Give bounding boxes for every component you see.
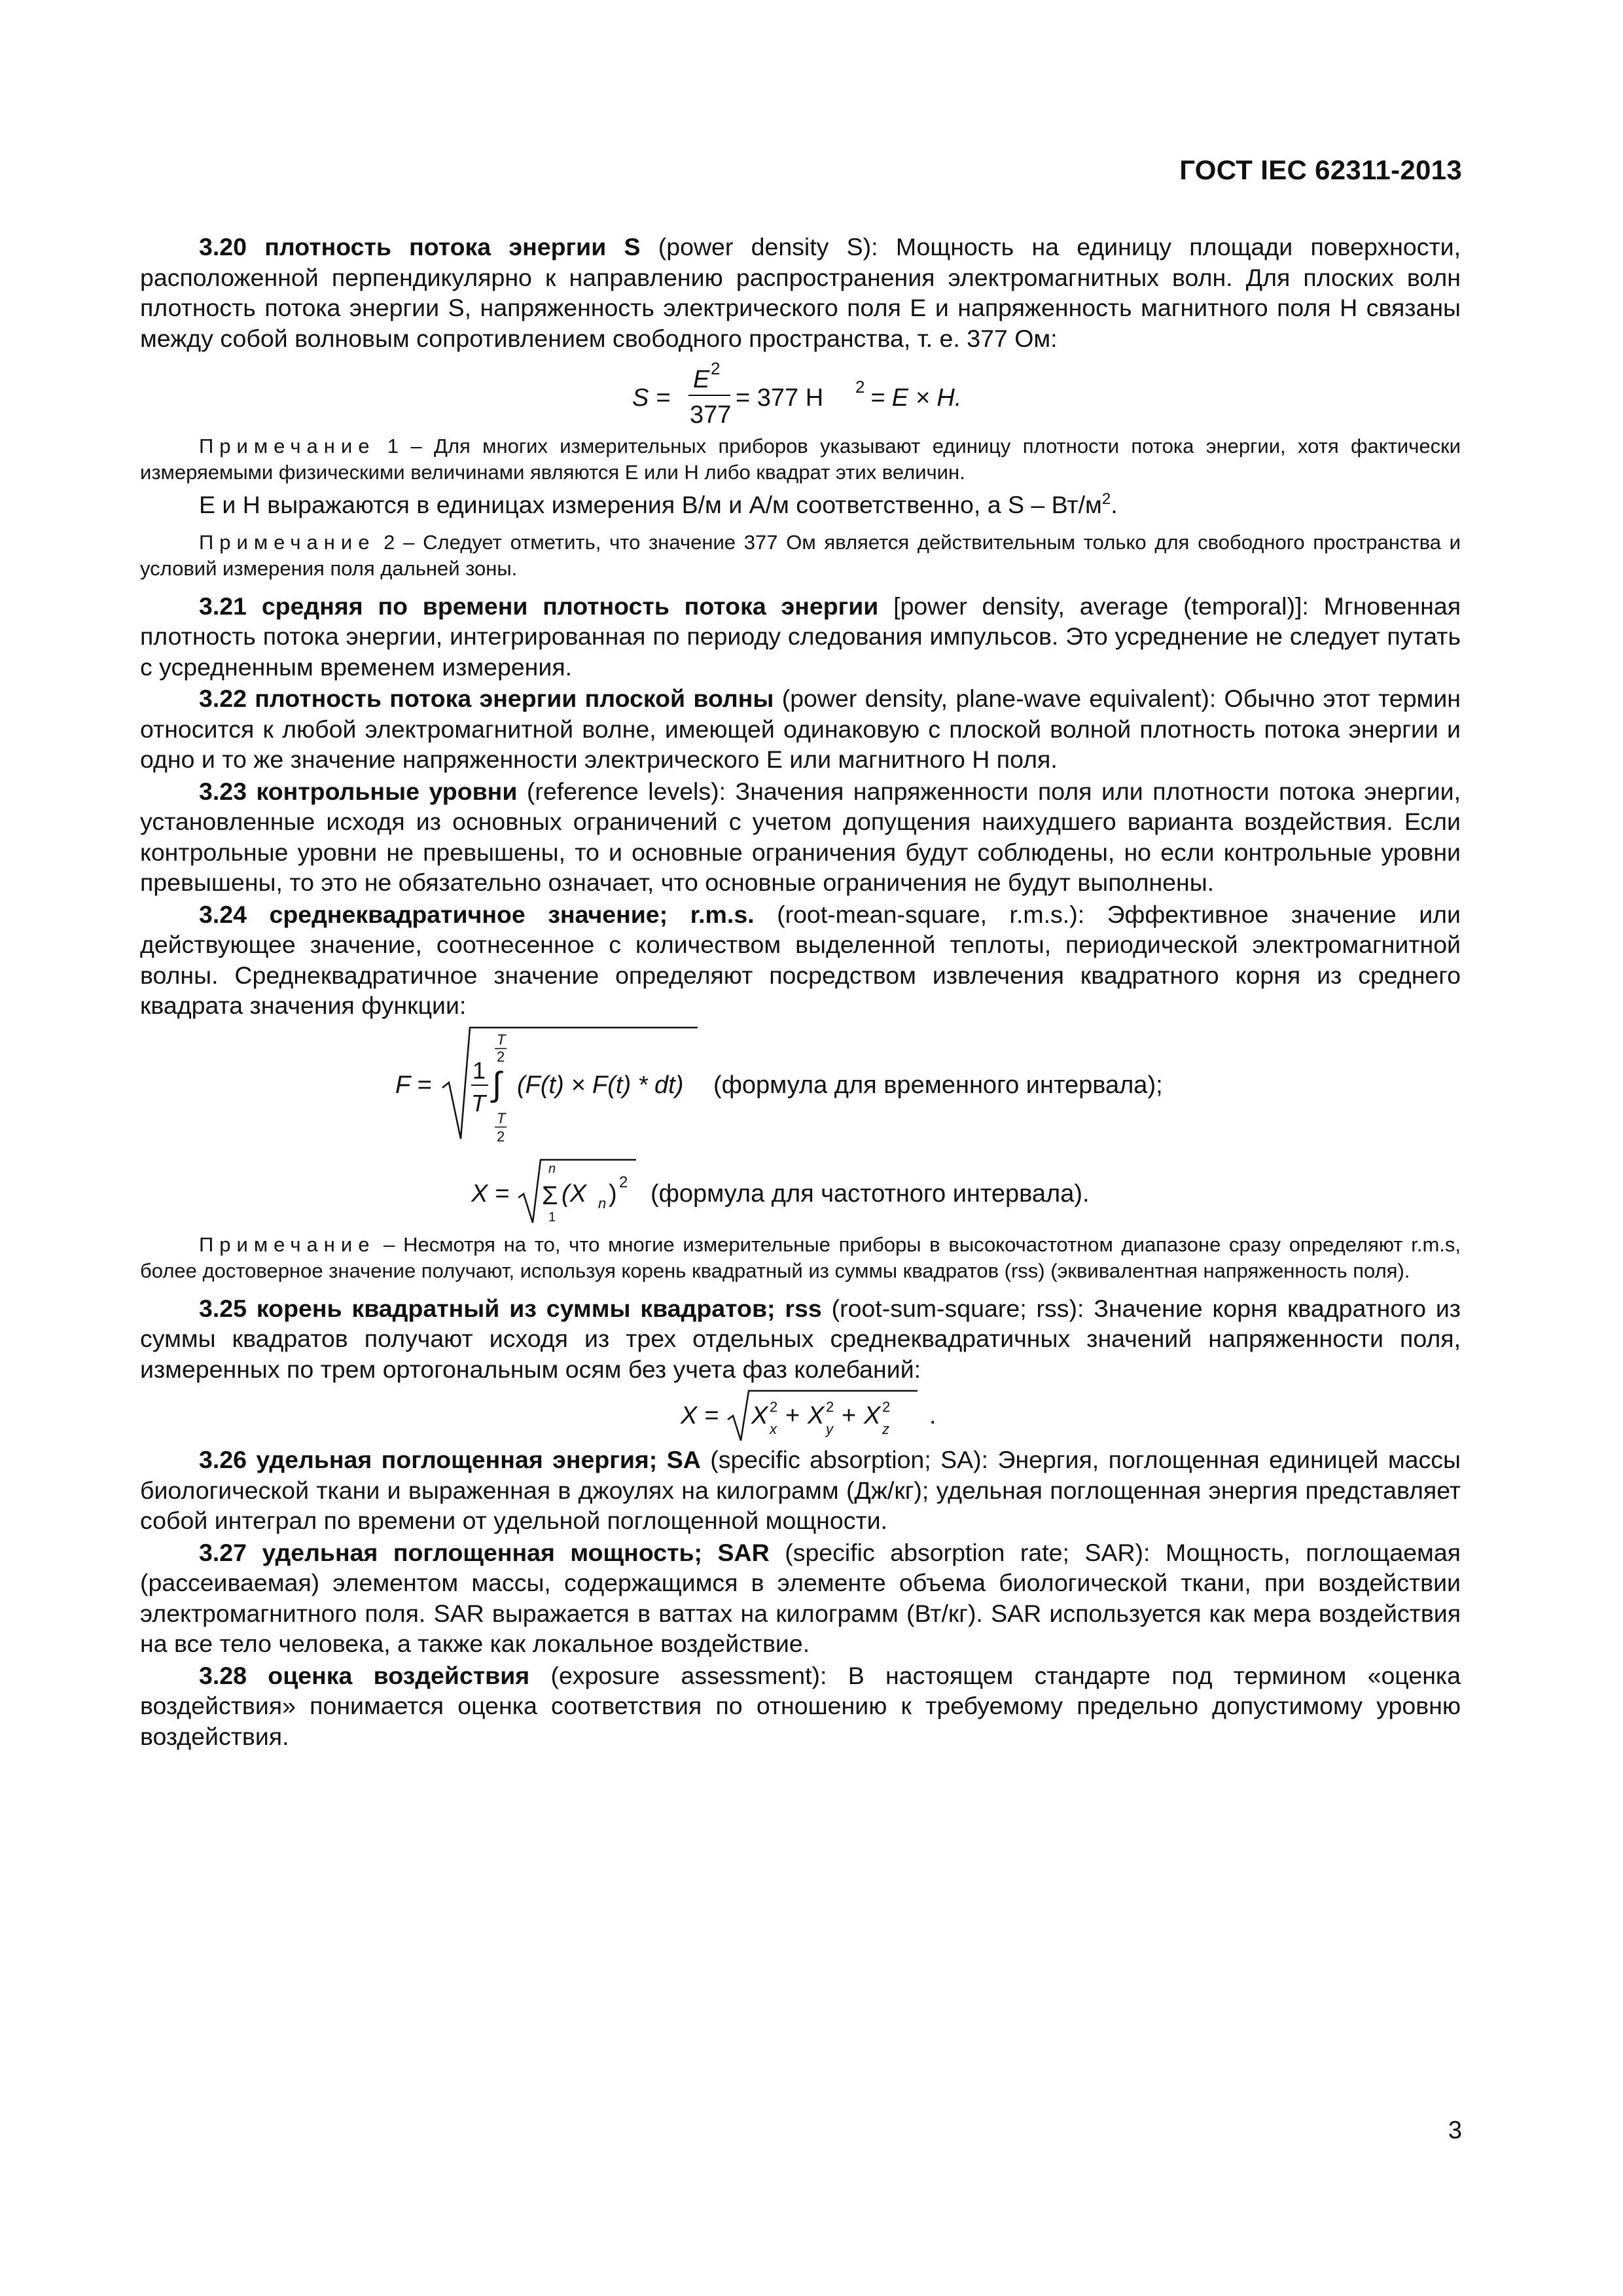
formula-rhs-b: = E × H.	[870, 384, 962, 412]
section-number: 3.28	[199, 1661, 247, 1689]
term-title: плотность потока энергии плоской волны	[255, 685, 774, 712]
term-title: контрольные уровни	[256, 777, 518, 805]
section-3-21	[140, 591, 1461, 683]
section-3-28	[140, 1660, 1461, 1752]
page-number: 3	[1448, 2117, 1462, 2144]
sum-close: )	[609, 1179, 617, 1208]
frac-num: 1	[473, 1056, 486, 1084]
sum-body: (X	[562, 1179, 586, 1208]
section-number: 3.20	[199, 233, 247, 260]
units-line	[140, 490, 1461, 520]
section-number: 3.26	[199, 1446, 247, 1473]
int-upper-den: 2	[497, 1048, 505, 1065]
term-definition: : Мгновенная плотность потока энергии, интегрированная по периоду следования импульсов. Это усреднение не следует путать с усредненным временем измерения.	[140, 592, 1461, 681]
term-english: (power density, plane-wave equivalent)	[781, 685, 1209, 712]
section-3-27	[140, 1537, 1461, 1659]
note-text: – Несмотря на то, что многие измерительные приборы в высокочастотном диапазоне сразу определяют r.m.s, более достоверное значение получают, используя корень квадратный из суммы квадратов (rss) (эквивалентная напряженность поля).	[140, 1232, 1461, 1282]
formula-numerator: E	[693, 366, 710, 393]
formula-comment: (формула для частотного интервала).	[651, 1179, 1090, 1208]
term-english: (root-sum-square; rss)	[831, 1294, 1077, 1322]
units-exp: 2	[1101, 490, 1111, 508]
standard-code: ГОСТ IEC 62311-2013	[1179, 154, 1462, 185]
term-x-exp: 2	[770, 1399, 778, 1415]
term-definition: : Значения напряженности поля или плотности потока энергии, установленные исходя из основных ограничений с учетом допущения наихудшего варианта воздействия. Если контрольные уровни не превышены, то и основные ограничения будут соблюдены, но если контрольные уровни превышены, то это не обязательно означает, что основные ограничения не будут выполнены.	[140, 777, 1461, 896]
term-z: X	[864, 1402, 881, 1429]
formula-power-density-svg	[140, 355, 1461, 433]
note-label: Примечание	[199, 435, 376, 457]
sum-sub: n	[598, 1194, 607, 1211]
section-3-25	[140, 1293, 1461, 1385]
term-title: удельная поглощенная энергия; SA	[256, 1446, 701, 1473]
note-1	[140, 433, 1461, 486]
term-y-exp: 2	[826, 1399, 834, 1415]
section-number: 3.21	[199, 592, 247, 620]
term-title: удельная поглощенная мощность; SAR	[262, 1538, 770, 1566]
term-definition: : Значение корня квадратного из суммы квадратов получают исходя из трех отдельных среднеквадратичных значений напряженности поля, измеренных по трем ортогональным осям без учета фаз колебаний:	[140, 1294, 1461, 1383]
formula-rms-time	[140, 1022, 1461, 1153]
formula-rms-freq-svg	[140, 1153, 1461, 1232]
formula-rms-freq	[140, 1153, 1461, 1232]
term-english: (specific absorption; SA)	[710, 1446, 982, 1473]
term-definition: : Мощность на единицу площади поверхности, расположенной перпендикулярно к направлению распространения электромагнитных волн. Для плоских волн плотность потока энергии S, напряженность электрического поля E и напряженность магнитного поля H связаны между собой волновым сопротивлением свободного пространства, т. е. 377 Ом:	[140, 233, 1461, 352]
formula-rss	[140, 1386, 1461, 1444]
term-definition: : Эффективное значение или действующее значение, соотнесенное с количеством выделенной теплоты, периодической электромагнитной волны. Среднеквадратичное значение определяют посредством извлечения квадратного корня из среднего квадрата значения функции:	[140, 900, 1461, 1019]
note-2	[140, 529, 1461, 582]
term-title: оценка воздействия	[268, 1661, 530, 1689]
formula-numerator-exp: 2	[711, 359, 721, 378]
integrand: (F(t) × F(t) * dt)	[517, 1071, 684, 1099]
formula-lhs: X =	[471, 1179, 510, 1208]
term-title: средняя по времени плотность потока энергии	[261, 592, 879, 620]
section-3-26	[140, 1444, 1461, 1536]
term-x-sub: x	[770, 1421, 777, 1437]
term-definition: : Обычно этот термин относится к любой электромагнитной волне, имеющей одинаковую с плоской волной плотность потока энергии и одно и то же значение напряженности электрического E или магнитного H поля.	[140, 685, 1461, 773]
term-definition: : В настоящем стандарте под термином «оценка воздействия» понимается оценка соответствия по отношению к требуемому предельно допустимому уровню воздействия.	[140, 1661, 1461, 1750]
sum-upper: n	[548, 1161, 556, 1176]
section-3-22	[140, 683, 1461, 775]
term-definition: : Энергия, поглощенная единицей массы биологической ткани и выраженная в джоулях на килограмм (Дж/кг); удельная поглощенная энергия представляет собой интеграл по времени от удельной поглощенной мощности.	[140, 1446, 1461, 1534]
section-3-23	[140, 776, 1461, 898]
formula-rhs-exp: 2	[855, 377, 865, 397]
formula-rss-svg	[140, 1386, 1461, 1444]
formula-end: .	[929, 1402, 936, 1429]
section-number: 3.22	[199, 685, 247, 712]
formula-denominator: 377	[690, 401, 732, 429]
term-english: (reference levels)	[526, 777, 719, 805]
int-lower: T	[497, 1109, 506, 1126]
note-text: 1 – Для многих измерительных приборов указывают единицу плотности потока энергии, хотя фактически измеряемыми физическими величинами являются E или H либо квадрат этих величин.	[140, 435, 1461, 484]
formula-rhs-a: = 377 H	[736, 384, 824, 412]
term-english: (exposure assessment)	[550, 1661, 821, 1689]
frac-den: T	[471, 1089, 486, 1117]
term-english: (specific absorption rate; SAR)	[785, 1538, 1144, 1566]
section-3-20	[140, 232, 1461, 353]
formula-lhs: S =	[632, 384, 671, 412]
units-text: E и H выражаются в единицах измерения В/м и А/м соответственно, а S – Вт/м	[199, 491, 1102, 518]
term-english: [power density, average (temporal)]	[893, 592, 1302, 620]
sum-lower: 1	[548, 1210, 556, 1225]
term-y: X	[808, 1402, 825, 1429]
formula-power-density	[140, 355, 1461, 433]
note-rms	[140, 1232, 1461, 1284]
term-title: среднеквадратичное значение; r.m.s.	[269, 900, 755, 928]
section-number: 3.24	[199, 900, 247, 928]
int-lower-den: 2	[497, 1128, 505, 1145]
section-number: 3.23	[199, 777, 247, 805]
sum-exp: 2	[619, 1173, 628, 1191]
term-z-sub: z	[882, 1421, 889, 1437]
term-title: плотность потока энергии S	[264, 233, 641, 260]
term-y-sub: y	[826, 1421, 833, 1437]
section-number: 3.27	[199, 1538, 247, 1566]
term-z-exp: 2	[882, 1399, 891, 1415]
sigma-sign: Σ	[542, 1181, 558, 1210]
term-title: корень квадратный из суммы квадратов; rss	[256, 1294, 822, 1322]
formula-comment: (формула для временного интервала);	[713, 1071, 1163, 1099]
formula-rms-time-svg	[140, 1022, 1461, 1153]
section-number: 3.25	[199, 1294, 247, 1322]
term-english: (power density S)	[658, 233, 872, 260]
formula-lhs: F =	[395, 1071, 432, 1099]
note-text: 2 – Следует отметить, что значение 377 Ом является действительным только для свободного пространства и условий измерения поля дальней зоны.	[140, 530, 1461, 580]
plus-1: +	[785, 1402, 800, 1429]
formula-lhs: X =	[681, 1402, 719, 1429]
document-body	[140, 232, 1461, 1753]
plus-2: +	[842, 1402, 857, 1429]
note-label: Примечание	[199, 530, 376, 554]
integral-sign: ∫	[492, 1065, 502, 1103]
term-definition: : Мощность, поглощаемая (рассеиваемая) элементом массы, содержащимся в элементе объема биологической ткани, при воздействии электромагнитного поля. SAR выражается в ваттах на килограмм (Вт/кг). SAR используется как мера воздействия на все тело человека, а также как локальное воздействие.	[140, 1538, 1461, 1657]
note-label: Примечание	[199, 1232, 376, 1256]
int-upper: T	[497, 1031, 506, 1048]
units-end: .	[1111, 491, 1118, 518]
term-x: X	[751, 1402, 768, 1429]
term-english: (root-mean-square, r.m.s.)	[777, 900, 1078, 928]
section-3-24	[140, 899, 1461, 1021]
